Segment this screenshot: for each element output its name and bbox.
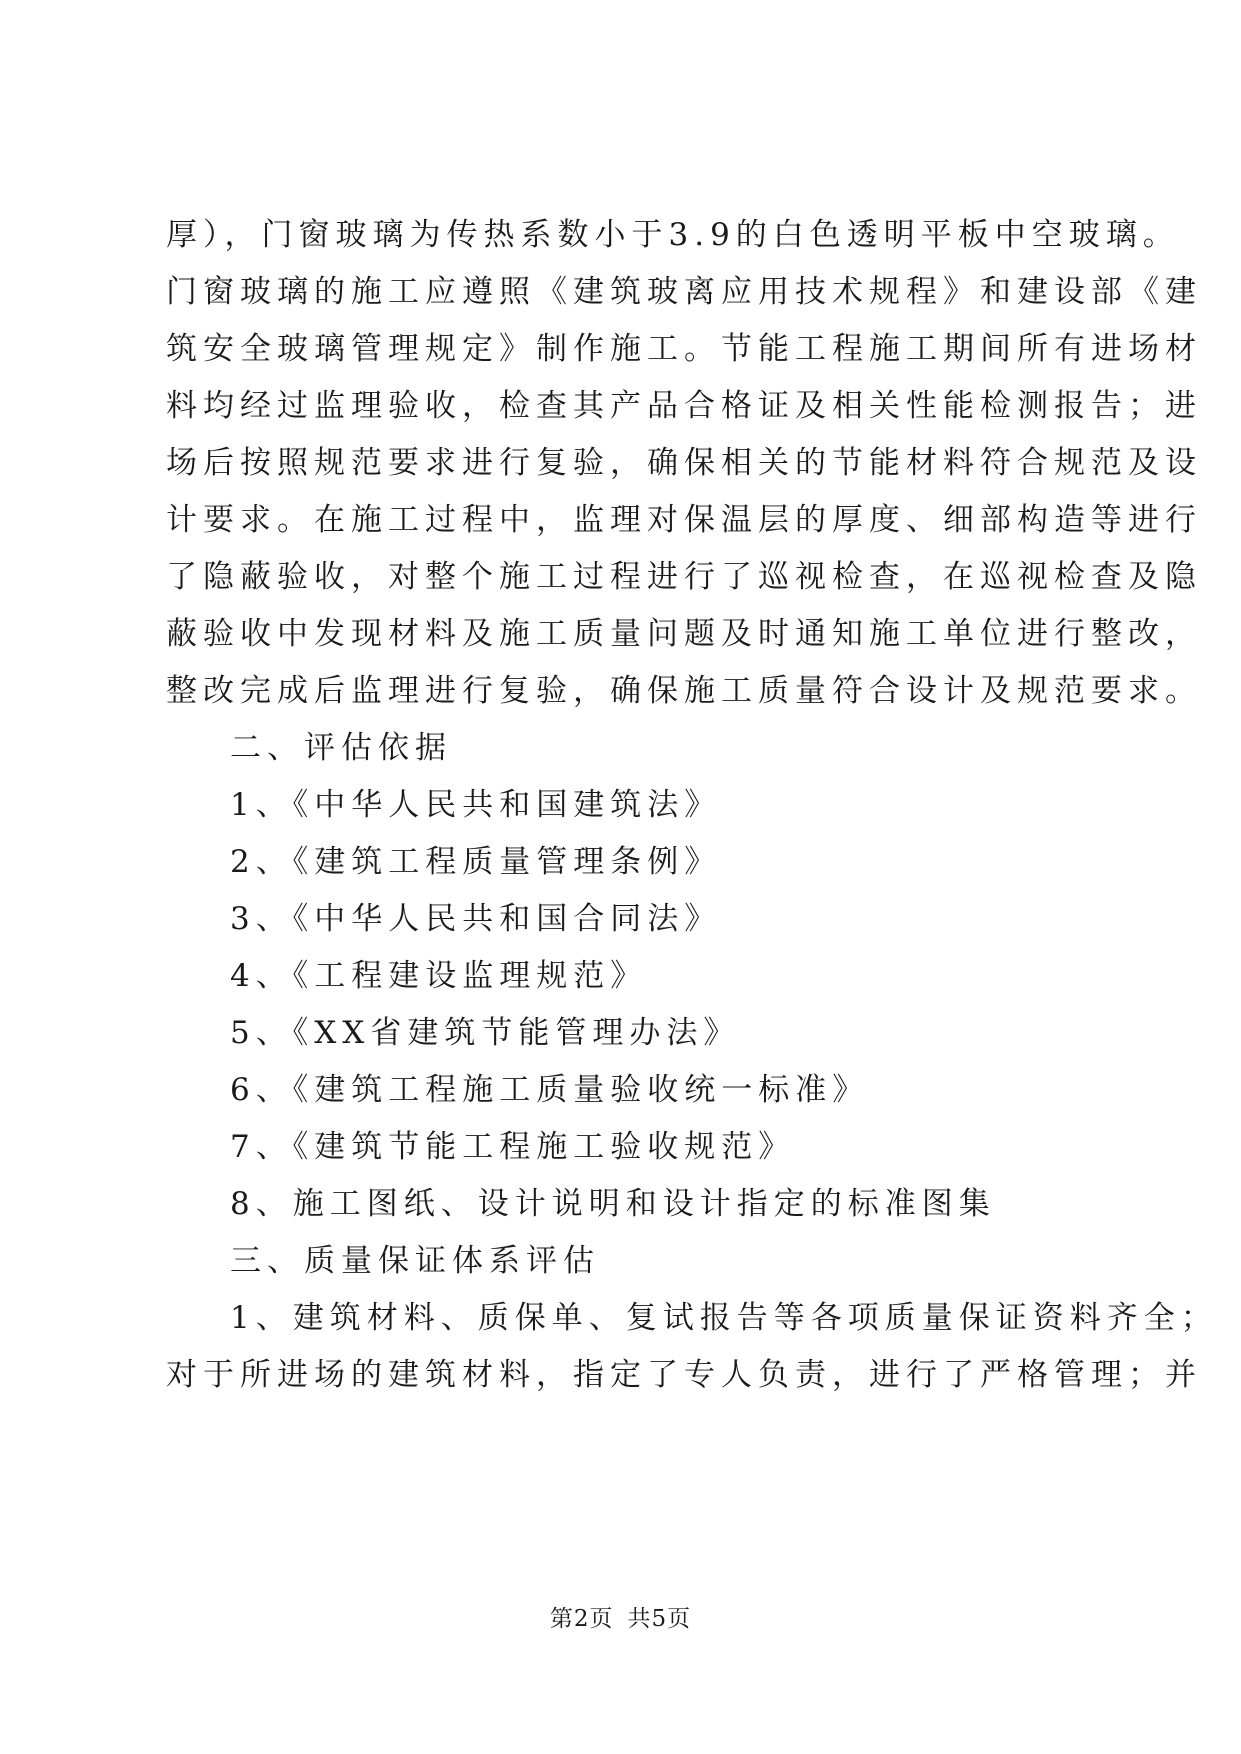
paragraph-line: 对于所进场的建筑材料，指定了专人负责，进行了严格管理；并 [166, 1357, 1202, 1393]
paragraph-line: 蔽验收中发现材料及施工质量问题及时通知施工单位进行整改， [166, 616, 1202, 652]
paragraph-line: 了隐蔽验收，对整个施工过程进行了巡视检查，在巡视检查及隐 [166, 559, 1202, 595]
list-item: 5、《XX省建筑节能管理办法》 [230, 1015, 741, 1051]
page-total: 共5页 [627, 1606, 692, 1632]
page-number: 第2页 [549, 1606, 614, 1632]
paragraph-line: 筑安全玻璃管理规定》制作施工。节能工程施工期间所有进场材 [166, 331, 1202, 367]
list-item: 1、《中华人民共和国建筑法》 [230, 787, 722, 823]
paragraph-line: 1、建筑材料、质保单、复试报告等各项质量保证资料齐全； [230, 1300, 1218, 1336]
paragraph-line: 计要求。在施工过程中，监理对保温层的厚度、细部构造等进行 [166, 502, 1202, 538]
page-footer [0, 1604, 1241, 1634]
list-item: 4、《工程建设监理规范》 [230, 958, 648, 994]
list-item: 3、《中华人民共和国合同法》 [230, 901, 722, 937]
paragraph-line: 场后按照规范要求进行复验，确保相关的节能材料符合规范及设 [166, 445, 1202, 481]
list-item: 7、《建筑节能工程施工验收规范》 [230, 1129, 796, 1165]
list-item: 2、《建筑工程质量管理条例》 [230, 844, 722, 880]
section-heading: 二、评估依据 [230, 730, 452, 766]
paragraph-line: 料均经过监理验收，检查其产品合格证及相关性能检测报告；进 [166, 388, 1202, 424]
section-heading: 三、质量保证体系评估 [230, 1243, 600, 1279]
list-item: 8、施工图纸、设计说明和设计指定的标准图集 [230, 1186, 996, 1222]
paragraph-line: 厚），门窗玻璃为传热系数小于3.9的白色透明平板中空玻璃。 [166, 217, 1180, 253]
paragraph-line: 门窗玻璃的施工应遵照《建筑玻离应用技术规程》和建设部《建 [166, 274, 1202, 310]
paragraph-line: 整改完成后监理进行复验，确保施工质量符合设计及规范要求。 [166, 673, 1202, 709]
list-item: 6、《建筑工程施工质量验收统一标准》 [230, 1072, 870, 1108]
